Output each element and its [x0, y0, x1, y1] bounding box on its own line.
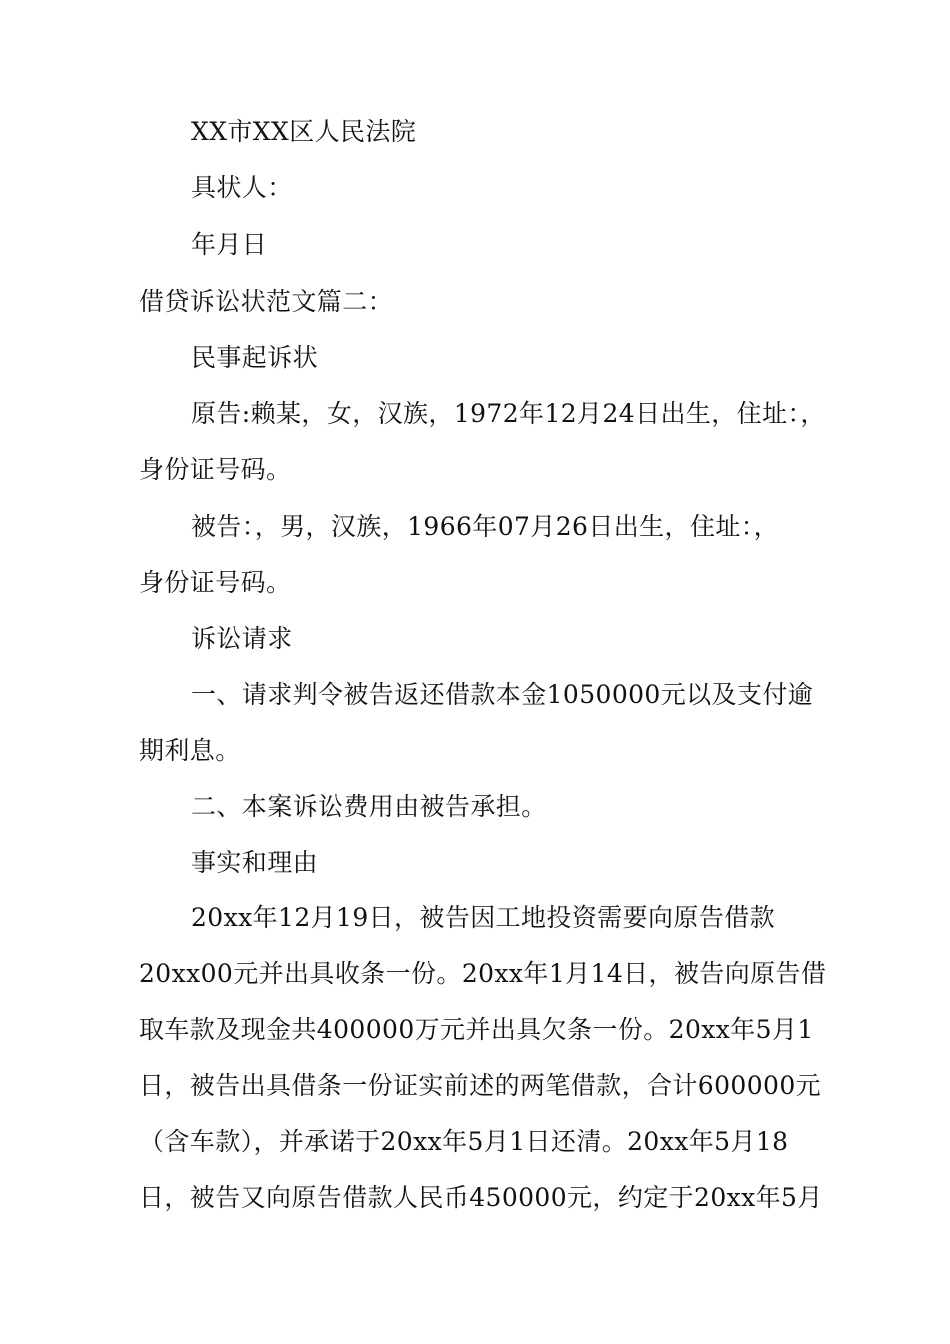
section-heading: 借贷诉讼状范文篇二：	[139, 287, 394, 316]
facts-paragraph: 日，被告出具借条一份证实前述的两笔借款，合计600000元	[139, 1071, 822, 1100]
document-title: 民事起诉状	[191, 343, 319, 372]
defendant-info: 被告：，男，汉族，1966年07月26日出生，住址：，	[191, 512, 780, 541]
claim-item-1-cont: 期利息。	[139, 736, 241, 765]
plaintiff-signature-label: 具状人：	[191, 173, 293, 202]
facts-heading: 事实和理由	[191, 848, 319, 877]
claim-item-2: 二、本案诉讼费用由被告承担。	[191, 792, 547, 821]
facts-paragraph: 20xx00元并出具收条一份。20xx年1月14日，被告向原告借	[139, 959, 827, 988]
facts-paragraph: （含车款），并承诺于20xx年5月1日还清。20xx年5月18	[139, 1127, 789, 1156]
claim-item-1: 一、请求判令被告返还借款本金1050000元以及支付逾	[191, 680, 814, 709]
facts-paragraph: 日，被告又向原告借款人民币450000元，约定于20xx年5月	[139, 1183, 823, 1212]
plaintiff-id: 身份证号码。	[139, 455, 292, 484]
facts-paragraph: 20xx年12月19日，被告因工地投资需要向原告借款	[191, 903, 776, 932]
defendant-id: 身份证号码。	[139, 568, 292, 597]
plaintiff-info: 原告:赖某，女，汉族，1972年12月24日出生，住址：，	[191, 399, 826, 428]
court-name: XX市XX区人民法院	[191, 117, 417, 146]
claims-heading: 诉讼请求	[191, 624, 293, 653]
facts-paragraph: 取车款及现金共400000万元并出具欠条一份。20xx年5月1	[139, 1015, 814, 1044]
date-label: 年月日	[191, 230, 268, 259]
